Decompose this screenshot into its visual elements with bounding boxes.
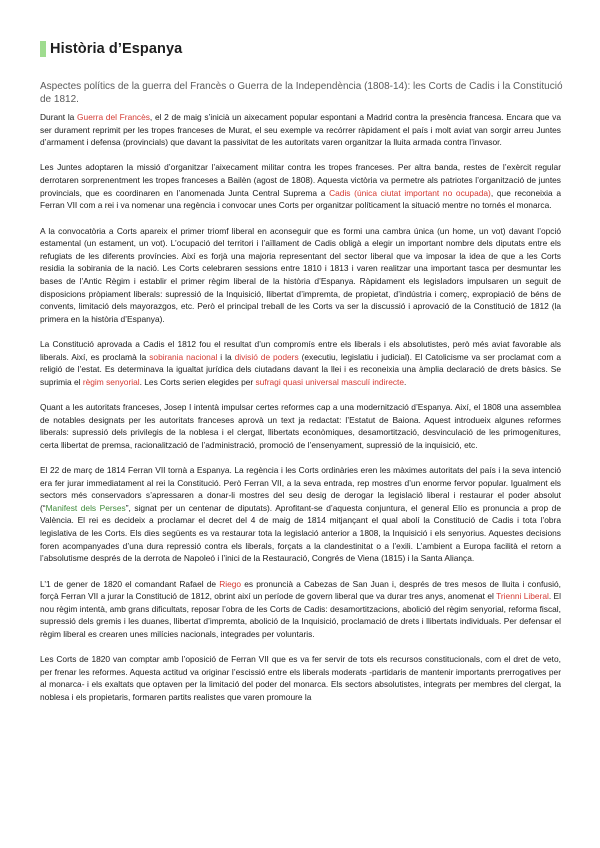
paragraph-6 bbox=[40, 464, 561, 565]
text: A la convocatòria a Corts apareix el primer triomf liberal en aconseguir que es formi una cambra única (un home, un vot) davant l’opció estamental (un estament, un vot). L’ocupació del territori i l’aïllament de Cadis obligà a elegir un important nombre dels diputats entre els refugiats de les diferents províncies. Així es forjà una majoria representant del sector liberal que va imposar la idea de que a les Corts residia la sobirania de la nació. Les Corts celebraren sessions entre 1810 i 1813 i varen realitzar una important tasca per desmuntar les bases de l’Antic Règim i establir el primer règim liberal de la història d’Espanya. Ràpidament els legisladors impulsaren un seguit de disposicions pròpiament liberals: supressió de la Inquisició, llibertat d’impremta, de propietat, d’indústria i comerç, expropiació de béns de convents, limitació dels mayorazgos, etc. Però el principal treball de les Corts va ser la discussió i aprovació de la Constitució de 1812 (la primera en la història d’Espanya). bbox=[40, 225, 561, 324]
text: Les Juntes adoptaren la missió d’organitzar l’aixecament militar contra les tropes franceses. Per altra banda, restes de l’exèrcit regular derrotaren sorprenentment les tropes franceses a Bailèn (agost de 1808). Aquesta victòria va permetre als patriotes l’organització de juntes provincials, que es coordinaren en l’anomenada Junta Central Suprema a bbox=[40, 162, 561, 198]
link-guerra-frances[interactable]: Guerra del Francès bbox=[77, 112, 150, 122]
text: , que reconeixia a Ferran VII com a rei i va nomenar una regència i convocar unes Corts per organitzar políticament la situació mentre no tornés el monarca. bbox=[40, 187, 561, 211]
text: . El nou règim intentà, amb grans dificultats, reposar l’obra de les Corts de Cadis: desamortitzacions, abolició del règim senyorial, reforma fiscal, supressió dels gremis i les duanes, llibertat d’impremta, abolició de la Inquisició, proclamació de drets i llibertats individuals. Per defensar el règim liberal es crearen unes milícies nacionals, integrades per voluntaris. bbox=[40, 591, 561, 639]
text: Quant a les autoritats franceses, Josep I intentà impulsar certes reformes cap a una modernització d’Espanya. Així, el 1808 una assemblea de notables designats per les autoritats franceses aprovà un text ja redactat: l’Estatut de Baiona. Aquest introdueix algunes reformes liberals: supressió dels privilegis de la noblesa i el clergat, llibertats econòmiques, desamortització, desvinculació de les primogenitures, certa llibertat de premsa, racionalització de l’administració, promoció de l’ensenyament, supressió de la inquisició, etc. bbox=[40, 402, 561, 450]
text: . bbox=[404, 376, 407, 387]
page-title: Història d’Espanya bbox=[50, 41, 183, 57]
text: Durant la bbox=[40, 112, 78, 122]
link-divisio-poders[interactable]: divisió de poders bbox=[234, 351, 299, 362]
paragraph-7 bbox=[40, 578, 561, 641]
paragraph-2 bbox=[40, 161, 561, 211]
text: El 22 de març de 1814 Ferran VII tornà a Espanya. La regència i les Corts ordinàries eren les màximes autoritats del país i la seva intenció era fer jurar immediatament al rei la Constitució. Però Ferran VII, a la seva entrada, rep mostres d’un enorme fervor popular. Igualment els sectors més conservadors s’apressaren a donar-li mostres del seu desig de derogar la legislació liberal i restaurar el poder absolut (“ bbox=[40, 465, 561, 513]
paragraph-4 bbox=[40, 338, 561, 388]
text: , el 2 de maig s’inicià un aixecament popular espontani a Madrid contra la presència francesa. Encara que va ser durament reprimit per les tropes franceses de Murat, el seu exemple va recórrer ràpidament el país i molt aviat van sorgir arreu Juntes d’armament i defensa (provincials) que davant la passivitat de les autoritats varen organitzar la lluita armada contra l’invasor. bbox=[40, 112, 562, 148]
text: es pronuncià a Cabezas de San Juan i, després de tres mesos de lluita i confusió, forçà Ferran VII a jurar la Constitució de 1812, obrint així un període de govern liberal que va durar tres anys, anomenat el bbox=[40, 578, 561, 602]
title-block bbox=[40, 40, 182, 58]
link-manifest-perses[interactable]: Manifest dels Perses bbox=[45, 502, 126, 513]
text: L’1 de gener de 1820 el comandant Rafael de bbox=[40, 578, 220, 589]
text: La Constitució aprovada a Cadis el 1812 fou el resultat d’un compromís entre els liberals i els absolutistes, però més aviat favorable als liberals. Així, es proclamà la bbox=[40, 338, 561, 362]
link-trienni-liberal[interactable]: Trienni Liberal bbox=[496, 591, 549, 602]
document-body bbox=[40, 111, 561, 716]
link-sobirania-nacional[interactable]: sobirania nacional bbox=[149, 351, 218, 362]
section-subtitle: Aspectes polítics de la guerra del Francès o Guerra de la Independència (1808-14): les Corts de Cadis i la Constitució de 1812. bbox=[40, 81, 563, 105]
paragraph-3 bbox=[40, 225, 561, 326]
link-riego[interactable]: Riego bbox=[219, 578, 242, 589]
link-sufragi[interactable]: sufragi quasi universal masculí indirecte bbox=[255, 376, 405, 387]
title-accent-bar bbox=[40, 41, 46, 57]
text: Les Corts de 1820 van comptar amb l’oposició de Ferran VII que es va fer servir de tots els recursos constitucionals, com el dret de veto, per frenar les reformes. Aquesta actitud va originar l’escissió entre els liberals moderats -partidaris de mantenir importants prerrogatives per al monarca- i els exaltats que optaven per la limitació del poder del monarca. Els sectors absolutistes, integrats per membres del clergat, la noblesa i els propietaris, formaren partits realistes que varen promoure la bbox=[40, 654, 561, 702]
link-regim-senyorial[interactable]: règim senyorial bbox=[82, 376, 140, 387]
link-cadis[interactable]: Cadis (única ciutat important no ocupada) bbox=[329, 187, 491, 198]
text: i la bbox=[217, 351, 235, 362]
text: . Les Corts serien elegides per bbox=[139, 376, 256, 387]
text: ”, signat per un centenar de diputats). Aprofitant-se d’aquesta conjuntura, el general Elío es pronuncia a prop de València. El rei es decideix a proclamar el decret del 4 de maig de 1814 mitjançant el qual abolí la Constitució de Cadis i tota l’obra legislativa de les Corts. Els dies següents es va restaurar tota la legislació anterior a 1808, la Inquisició i els senyorius. Aquestes decisions foren acompanyades d’una dura repressió contra els liberals, forçats a la clandestinitat o a l’exili. L’ambient a Europa facilità el retorn a l’absolutisme després de la derrota de Napoleó i l’inici de la Restauració, Congrés de Viena (1815) i la Santa Aliança. bbox=[40, 502, 561, 564]
text: (executiu, legislatiu i judicial). El Catolicisme va ser proclamat com a religió de l’estat. Es determinava la igualtat jurídica dels ciutadans davant la llei i es reconeixia una àmplia declaració de drets bàsics. Se suprimia el bbox=[40, 351, 561, 387]
paragraph-8 bbox=[40, 653, 561, 703]
paragraph-1 bbox=[40, 111, 561, 149]
paragraph-5 bbox=[40, 401, 561, 451]
